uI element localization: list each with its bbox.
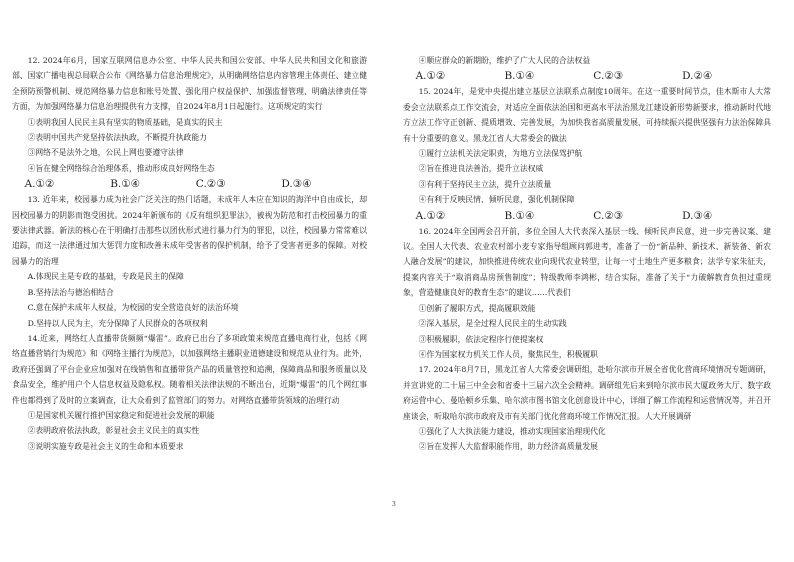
question-14-answer-choices bbox=[403, 68, 771, 84]
question-17-option-2: ②旨在发挥人大监督职能作用，助力经济高质量发展 bbox=[418, 442, 598, 452]
question-13-option-c: C.意在保护未成年人权益，为校园的安全营造良好的法治环境 bbox=[27, 303, 239, 313]
answer-choice-a: A.①② bbox=[415, 209, 446, 222]
page-number: 3 bbox=[392, 501, 396, 508]
answer-choice-b: B.①④ bbox=[504, 209, 535, 222]
question-13-option-a: A.体现民主是专政的基础，专政是民主的保障 bbox=[27, 272, 184, 282]
answer-choice-c: C.②③ bbox=[195, 178, 226, 191]
answer-choice-b: B.①④ bbox=[504, 70, 535, 83]
question-13-stem: 13. 近年来，校园暴力成为社会广泛关注的热门话题，未成年人本应在知识的海洋中自由成长，却因校园暴力的阴影而饱受困扰。2024年新颁布的《反有组织犯罪法》，被视为防范和打击校园暴力的重要法律武器。新法的核心在于明确打击那些以团伙形式进行暴力行为的罪犯，以往，校园暴力常常难以追踪，而这一法律通过加大惩罚力度和改善未成年受害者的保护机制，给予了受害者更多的保障。对校园暴力的治理 bbox=[12, 195, 367, 266]
question-15-option-4: ④有利于反映民情、倾听民意，强化机制保障 bbox=[418, 195, 575, 205]
question-17-option-1: ①强化了人大执法能力建设，推动实现国家治理现代化 bbox=[418, 426, 606, 436]
left-column bbox=[12, 53, 367, 454]
answer-choice-d: D.③④ bbox=[281, 178, 312, 191]
question-14-stem: 14.近来，网络红人直播带货频频“爆雷”。政府已出台了多项政策来规范直播电商行业，包括《网络直播营销行为规范》和《网络主播行为规范》，以加强网络主播职业道德建设和规范从业行为。此外，政府还强调了平台企业应加强对在线销售和直播带货产品的质量管控和追溯，保障商品和服务质量以及食品安全，维护用户个人信息权益及隐私权。随着相关法律法规的不断出台，近期“爆雷”的几个网红事件也都得到了及时的立案调查，让大众看到了监管部门的努力。对网络直播带货领域的治理行动 bbox=[12, 333, 367, 405]
question-12-option-4: ④旨在健全网络综合治理体系，推动形成良好网络生态 bbox=[27, 163, 215, 173]
question-15-option-2: ②旨在推进良法善治，提升立法权威 bbox=[418, 164, 544, 174]
question-16-stem: 16. 2024年全国两会召开前，多位全国人大代表深入基层一线、倾听民声民意，进一步完善议案、建议。全国人大代表、农业农村部小麦专家指导组顾问郭进考，准备了一份“新品种、新技术、新装备、新农人融合发展”的建议，加快推进传统农业向现代农业转型，让每一寸土地生产更多粮食；法学专家朱征夫，提案内容关于“取消商品房预售制度”；特级教师李鸿彬，结合实际，准备了关于“力破解教育负担过重现象，营造健康良好的教育生态”的建议……代表们 bbox=[403, 226, 771, 298]
question-13-option-d: D.坚持以人民为主，充分保障了人民群众的各项权利 bbox=[27, 318, 208, 328]
question-15-option-3: ③有利于坚持民主立法，提升立法质量 bbox=[418, 179, 552, 189]
question-12-option-3: ③网络不是法外之地，公民上网也要遵守法律 bbox=[27, 148, 184, 158]
answer-choice-a: A.①② bbox=[415, 70, 446, 83]
answer-choice-d: D.③④ bbox=[682, 209, 713, 222]
question-15-stem: 15. 2024年，是党中央提出建立基层立法联系点制度10周年。在这一重要时间节点，佳木斯市人大常委会立法联系点工作交流会，对适应全面依法治国和更高水平法治黑龙江建设新形势新要求，推动新时代地方立法工作守正创新、提质增效、完善发展，为加快我省高质量发展、可持续振兴提供坚强有力法治保障具有十分重要的意义。黑龙江省人大常委会的做法 bbox=[403, 87, 771, 143]
question-12-stem: 12. 2024年6月，国家互联网信息办公室、中华人民共和国公安部、中华人民共和国文化和旅游部、国家广播电视总局联合公布《网络暴力信息治理规定》，从明确网络信息内容管理主体责任、建立健全预防预警机制、规范网络暴力信息和账号处置、强化用户权益保护、加强监督管理、明确法律责任等方面，为加强网络暴力信息治理提供有力支撑，自2024年8月1日起施行。这项规定的实行 bbox=[12, 56, 367, 112]
right-column bbox=[403, 53, 771, 455]
answer-choice-b: B.①④ bbox=[110, 178, 141, 191]
answer-choice-a: A.①② bbox=[24, 178, 55, 191]
answer-choice-d: D.②④ bbox=[682, 70, 713, 83]
question-15-answer-choices bbox=[403, 208, 771, 224]
question-14-option-4: ④顺应群众的新期盼，维护了广大人民的合法权益 bbox=[418, 56, 591, 65]
question-14-option-2: ②表明政府依法执政，彰显社会主义民主的真实性 bbox=[27, 426, 200, 436]
question-12-answer-choices bbox=[12, 176, 367, 192]
question-12-option-1: ①表明我国人民民主具有坚实的物质基础，是真实的民主 bbox=[27, 117, 223, 127]
question-17-stem: 17. 2024年8月7日，黑龙江省人大常委会调研组，赴哈尔滨市开展全省优化营商环境情况专题调研，并宣讲党的二十届三中全会和省委十三届六次全会精神。调研组先后来到哈尔滨市民大厦政务大厅、数字政府运营中心、曼哈顿乡乐集、哈尔滨市图书馆文化创意设计中心，详细了解工作流程和运营情况等，并召开座谈会，听取哈尔滨市政府及市有关部门优化营商环境工作情况汇报。人大开展调研 bbox=[403, 365, 771, 421]
question-14-option-3: ③说明实施专政是社会主义的生命和本质要求 bbox=[27, 441, 184, 451]
question-12-option-2: ②表明中国共产党坚持依法执政，不断提升执政能力 bbox=[27, 133, 207, 143]
question-15-option-1: ①履行立法机关法定职责，为地方立法保驾护航 bbox=[418, 149, 583, 159]
question-13-option-b: B.坚持法治与德治相结合 bbox=[27, 287, 114, 297]
question-16-option-4: ④作为国家权力机关工作人员，聚焦民生，积极履职 bbox=[418, 349, 598, 359]
answer-choice-c: C.②③ bbox=[593, 209, 624, 222]
question-16-option-3: ③积极履职，依法定程序行使提案权 bbox=[418, 334, 544, 344]
question-16-option-2: ②深入基层，是全过程人民民主的生动实践 bbox=[418, 319, 567, 329]
question-16-option-1: ①创新了履职方式，提高履职效能 bbox=[418, 303, 536, 313]
answer-choice-c: C.②③ bbox=[593, 70, 624, 83]
question-14-option-1: ①是国家机关履行推护国家稳定和促进社会发展的职能 bbox=[27, 410, 215, 420]
